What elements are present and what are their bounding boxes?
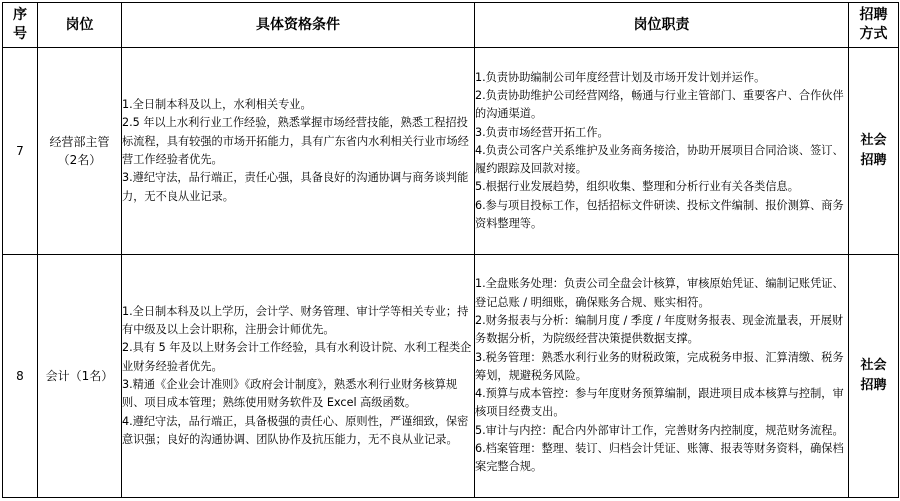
requirement-item: 2.具有 5 年及以上财务会计工作经验，具有水利设计院、水利工程类企业财务经验者优先。 [122, 341, 472, 373]
table-header-row [3, 3, 899, 48]
recruitment-table [2, 2, 899, 498]
duty-item: 2.财务报表与分析：编制月度 / 季度 / 年度财务报表、现金流量表，开展财务数据分析，为院级经营决策提供数据支撑。 [475, 313, 844, 346]
duty-item: 2.负责协助维护公司经营网络，畅通与行业主管部门、重要客户、合作伙伴的沟通渠道。 [475, 88, 844, 121]
position-title: 经营部主管 [49, 135, 110, 149]
requirement-item: 4.遵纪守法，品行端正，具备极强的责任心、原则性，严谨细致，保密意识强；良好的沟通协调、团队协作及抗压能力，无不良从业记录。 [122, 414, 469, 446]
header-duties: 岗位职责 [475, 3, 849, 48]
row-duties [475, 48, 849, 255]
header-position: 岗位 [38, 3, 122, 48]
duty-item: 3.负责市场经营开拓工作。 [475, 125, 609, 139]
row-duties [475, 255, 849, 498]
header-index: 序号 [3, 3, 38, 48]
duty-item: 1.负责协助编制公司年度经营计划及市场开发计划并运作。 [475, 70, 766, 84]
row-method: 社会招聘 [849, 48, 899, 255]
duty-item: 1.全盘账务处理：负责公司全盘会计核算，审核原始凭证、编制记账凭证、登记总账 / 明细账，确保账务合规、账实相符。 [475, 277, 844, 309]
row-method: 社会招聘 [849, 255, 899, 498]
row-index: 8 [3, 255, 38, 498]
requirement-item: 1.全日制本科及以上，水利相关专业。 [122, 98, 312, 112]
duty-item: 6.参与项目投标工作，包括招标文件研读、投标文件编制、报价测算、商务资料整理等。 [475, 198, 844, 231]
duty-item: 4.负责公司客户关系维护及业务商务接洽，协助开展项目合同洽谈、签订、履约跟踪及回款对接。 [475, 143, 844, 176]
row-position [38, 255, 122, 498]
header-method: 招聘方式 [849, 3, 899, 48]
requirement-item: 1.全日制本科及以上学历，会计学、财务管理、审计学等相关专业；持有中级及以上会计职称，注册会计师优先。 [122, 304, 469, 337]
table-row [3, 255, 899, 498]
row-index: 7 [3, 48, 38, 255]
table-row [3, 48, 899, 255]
row-requirements [122, 255, 475, 498]
requirement-item: 3.精通《企业会计准则》《政府会计制度》，熟悉水利行业财务核算规则、项目成本管理；熟练使用财务软件及 Excel 高级函数。 [122, 378, 458, 410]
duty-item: 5.根据行业发展趋势，组织收集、整理和分析行业有关各类信息。 [475, 180, 799, 194]
row-position [38, 48, 122, 255]
duty-item: 5.审计与内控：配合内外部审计工作，完善财务内控制度，规范财务流程。 [475, 423, 844, 437]
duty-item: 6.档案管理：整理、装订、归档会计凭证、账簿、报表等财务资料，确保档案完整合规。 [475, 442, 844, 474]
position-title: 会计（1名） [45, 369, 114, 383]
requirement-item: 2.5 年以上水利行业工作经验，熟悉掌握市场经营技能，熟悉工程招投标流程，具有较强的市场开拓能力，具有广东省内水利相关行业市场经营工作经验者优先。 [122, 116, 469, 166]
requirement-item: 3.遵纪守法，品行端正，责任心强，具备良好的沟通协调与商务谈判能力，无不良从业记录。 [122, 171, 469, 203]
duty-item: 3.税务管理：熟悉水利行业务的财税政策，完成税务申报、汇算清缴、税务筹划，规避税务风险。 [475, 350, 844, 382]
position-headcount: （2名） [57, 153, 102, 167]
header-requirements: 具体资格条件 [122, 3, 475, 48]
row-requirements [122, 48, 475, 255]
duty-item: 4.预算与成本管控：参与年度财务预算编制，跟进项目成本核算与控制，审核项目经费支出。 [475, 387, 844, 419]
